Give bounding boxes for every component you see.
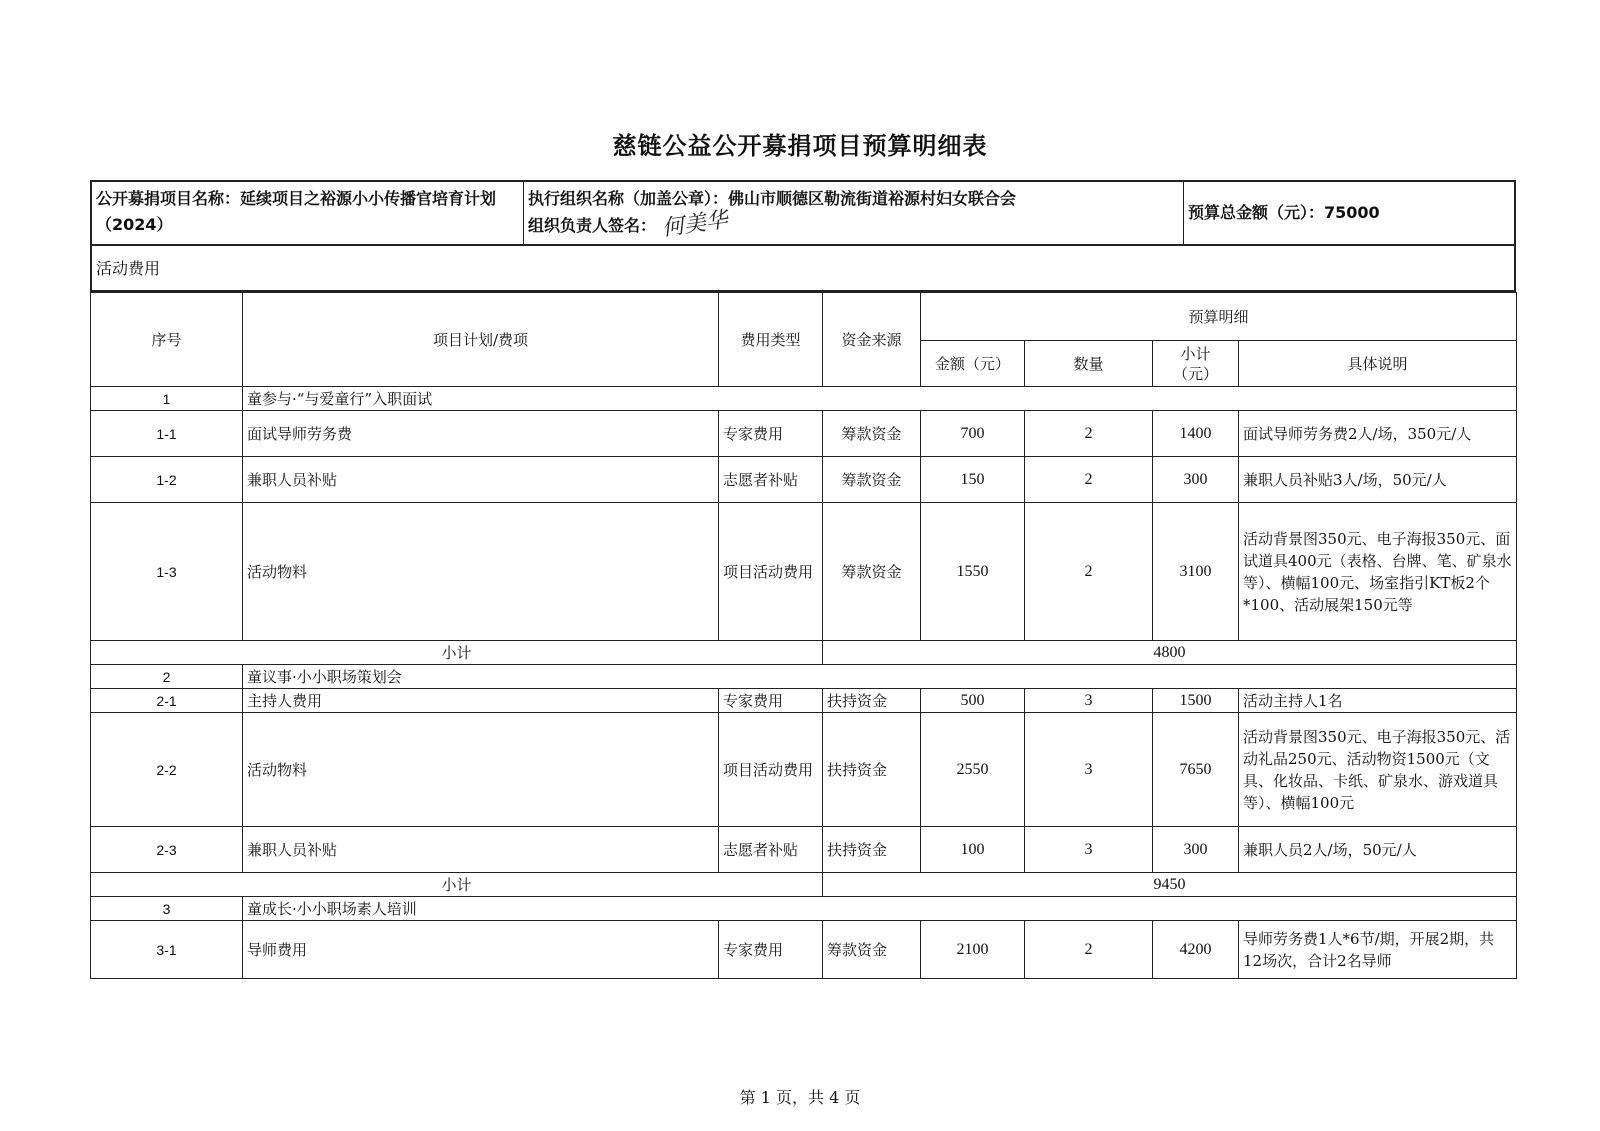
row-fund-source: 筹款资金 <box>823 921 921 979</box>
subtotal-label: 小计 <box>91 873 823 897</box>
leader-signature-row <box>528 207 1179 242</box>
subtotal-row <box>91 873 1517 897</box>
group-row <box>91 387 1517 411</box>
col-description-header: 具体说明 <box>1239 341 1517 387</box>
row-quantity: 3 <box>1025 713 1153 827</box>
row-fund-source: 扶持资金 <box>823 713 921 827</box>
col-seq-header: 序号 <box>91 293 243 387</box>
row-item: 兼职人员补贴 <box>243 457 719 503</box>
row-description: 兼职人员补贴3人/场，50元/人 <box>1239 457 1517 503</box>
org-cell <box>524 182 1184 244</box>
row-cost-type: 专家费用 <box>719 411 823 457</box>
row-amount: 150 <box>921 457 1025 503</box>
row-seq: 1-1 <box>91 411 243 457</box>
subtotal-label: 小计 <box>91 641 823 665</box>
row-subtotal: 300 <box>1153 827 1239 873</box>
table-row <box>91 689 1517 713</box>
table-row <box>91 713 1517 827</box>
row-quantity: 2 <box>1025 457 1153 503</box>
row-cost-type: 项目活动费用 <box>719 503 823 641</box>
group-name: 童成长·小小职场素人培训 <box>243 897 1517 921</box>
org-name: 执行组织名称（加盖公章）：佛山市顺德区勒流街道裕源村妇女联合会 <box>528 189 1017 208</box>
row-amount: 2100 <box>921 921 1025 979</box>
group-name: 童议事·小小职场策划会 <box>243 665 1517 689</box>
group-name: 童参与·“与爱童行”入职面试 <box>243 387 1517 411</box>
col-item-header: 项目计划/费项 <box>243 293 719 387</box>
group-row <box>91 897 1517 921</box>
row-item: 活动物料 <box>243 503 719 641</box>
budget-detail-header: 预算明细 <box>921 293 1517 341</box>
table-row <box>91 457 1517 503</box>
project-header <box>90 180 1516 246</box>
header-row-1 <box>91 293 1517 341</box>
row-item: 主持人费用 <box>243 689 719 713</box>
handwritten-signature: 何美华 <box>660 207 730 242</box>
row-item: 兼职人员补贴 <box>243 827 719 873</box>
total-budget: 预算总金额（元）：75000 <box>1188 203 1380 222</box>
row-seq: 2-1 <box>91 689 243 713</box>
row-description: 活动主持人1名 <box>1239 689 1517 713</box>
group-row <box>91 665 1517 689</box>
row-quantity: 3 <box>1025 689 1153 713</box>
section-label: 活动费用 <box>90 246 1516 292</box>
row-item: 导师费用 <box>243 921 719 979</box>
subtotal-value: 4800 <box>823 641 1517 665</box>
table-row <box>91 827 1517 873</box>
col-fund-source-header: 资金来源 <box>823 293 921 387</box>
row-subtotal: 4200 <box>1153 921 1239 979</box>
col-cost-type-header: 费用类型 <box>719 293 823 387</box>
row-quantity: 3 <box>1025 827 1153 873</box>
row-fund-source: 筹款资金 <box>823 457 921 503</box>
group-seq: 1 <box>91 387 243 411</box>
row-seq: 2-2 <box>91 713 243 827</box>
row-cost-type: 专家费用 <box>719 921 823 979</box>
project-name-cell <box>92 182 524 244</box>
group-seq: 3 <box>91 897 243 921</box>
subtotal-value: 9450 <box>823 873 1517 897</box>
project-name: 公开募捐项目名称：延续项目之裕源小小传播官培育计划（2024） <box>96 189 497 234</box>
row-item: 面试导师劳务费 <box>243 411 719 457</box>
row-fund-source: 筹款资金 <box>823 503 921 641</box>
row-cost-type: 志愿者补贴 <box>719 827 823 873</box>
row-amount: 500 <box>921 689 1025 713</box>
col-quantity-header: 数量 <box>1025 341 1153 387</box>
table-row <box>91 503 1517 641</box>
row-description: 面试导师劳务费2人/场，350元/人 <box>1239 411 1517 457</box>
page-number: 第 1 页，共 4 页 <box>739 1088 861 1107</box>
table-row <box>91 411 1517 457</box>
row-seq: 1-3 <box>91 503 243 641</box>
row-amount: 1550 <box>921 503 1025 641</box>
row-amount: 100 <box>921 827 1025 873</box>
row-description: 活动背景图350元、电子海报350元、活动礼品250元、活动物资1500元（文具、化妆品、卡纸、矿泉水、游戏道具等）、横幅100元 <box>1239 713 1517 827</box>
row-subtotal: 3100 <box>1153 503 1239 641</box>
budget-table <box>90 292 1517 979</box>
page-title: 慈链公益公开募捐项目预算明细表 <box>612 132 988 160</box>
row-subtotal: 1500 <box>1153 689 1239 713</box>
row-fund-source: 扶持资金 <box>823 689 921 713</box>
group-seq: 2 <box>91 665 243 689</box>
row-subtotal: 300 <box>1153 457 1239 503</box>
row-description: 活动背景图350元、电子海报350元、面试道具400元（表格、台牌、笔、矿泉水等）、横幅100元、场室指引KT板2个*100、活动展架150元等 <box>1239 503 1517 641</box>
table-row <box>91 921 1517 979</box>
leader-label: 组织负责人签名： <box>528 216 657 235</box>
row-cost-type: 志愿者补贴 <box>719 457 823 503</box>
row-cost-type: 项目活动费用 <box>719 713 823 827</box>
row-description: 导师劳务费1人*6节/期，开展2期，共12场次，合计2名导师 <box>1239 921 1517 979</box>
row-description: 兼职人员2人/场，50元/人 <box>1239 827 1517 873</box>
row-quantity: 2 <box>1025 503 1153 641</box>
row-fund-source: 筹款资金 <box>823 411 921 457</box>
col-amount-header: 金额（元） <box>921 341 1025 387</box>
row-seq: 2-3 <box>91 827 243 873</box>
col-subtotal-header: 小计 （元） <box>1153 341 1239 387</box>
row-subtotal: 1400 <box>1153 411 1239 457</box>
row-subtotal: 7650 <box>1153 713 1239 827</box>
row-cost-type: 专家费用 <box>719 689 823 713</box>
row-seq: 1-2 <box>91 457 243 503</box>
row-item: 活动物料 <box>243 713 719 827</box>
row-quantity: 2 <box>1025 411 1153 457</box>
total-budget-cell <box>1184 182 1514 244</box>
row-quantity: 2 <box>1025 921 1153 979</box>
row-fund-source: 扶持资金 <box>823 827 921 873</box>
row-amount: 2550 <box>921 713 1025 827</box>
row-amount: 700 <box>921 411 1025 457</box>
subtotal-row <box>91 641 1517 665</box>
row-seq: 3-1 <box>91 921 243 979</box>
